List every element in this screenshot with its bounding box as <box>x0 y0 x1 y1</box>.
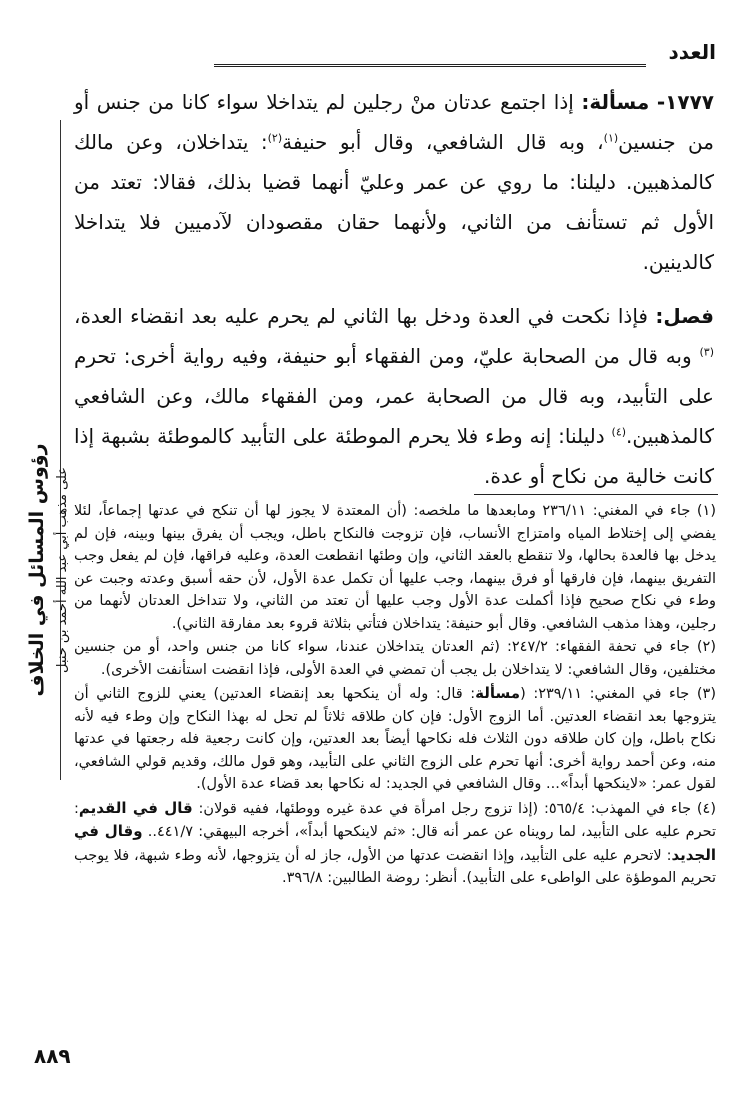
fasl-paragraph <box>74 296 714 496</box>
page-number: ٨٨٩ <box>34 1044 71 1068</box>
fasl-label: فصل: <box>655 304 714 328</box>
masala-label: مسألة: <box>581 90 650 114</box>
footnotes <box>74 500 716 891</box>
footnote-number: (٢) <box>696 639 716 655</box>
masala-number: ١٧٧٧- <box>656 90 714 114</box>
book-spine-title <box>22 390 82 750</box>
masala-text-2: ، وبه قال الشافعي، وقال أبو حنيفة <box>282 130 604 154</box>
footnote-label: مسألة <box>475 684 521 702</box>
footnote-text: جاء في تحفة الفقهاء: ٢٤٧/٢: (ثم العدتان يتداخلان عندنا، سواء كانا من جنس واحد، أو من جنسين مختلفين، وقال الشافعي: لا يتداخلان بل يجب أن تمضي في العدة الأولى، فإذا انقضت استأنفت الأخرى). <box>74 639 716 678</box>
fasl-text-2: وبه قال من الصحابة عليّ، ومن الفقهاء أبو حنيفة، وفيه رواية أخرى: تحرم على التأبيد، وبه قال من الصحابة عمر، ومن الفقهاء مالك، وعن الشافعي كالمذهبين. <box>74 344 714 448</box>
footnote-label-old: قال في القديم <box>78 798 193 817</box>
footnote-text-mid: : تحرم عليه على التأبيد، لما رويناه عن عمر أنه قال: «ثم لاينكحها أبداً»، أخرجه البيهقي: ٤٤١/٧.. <box>74 800 717 840</box>
footnote-2 <box>74 636 716 681</box>
footnote-label-new: وقال في الجديد <box>74 822 716 864</box>
footnote-text-after: : لاتحرم عليه على التأبيد، وإذا انقضت عدتها من الأول، جاز له أن يتزوجها، لأنه وطء شبهة، فلا يوجب تحريم الموطؤة على الواطىء على التأبيد). أنظر: روضة الطالبين: ٣٩٦/٨. <box>74 847 716 886</box>
footnote-separator <box>474 494 718 495</box>
footnote-1 <box>74 500 716 635</box>
chapter-title: العدد <box>668 40 716 64</box>
footnote-ref-3[interactable]: (٣) <box>699 345 714 359</box>
footnote-number: (٤) <box>696 800 716 817</box>
footnote-text-before: جاء في المهذب: ٥٦٥/٤: (إذا تزوج رجل امرأة في عدة غيره ووطئها، ففيه قولان: <box>192 800 692 817</box>
fasl-text-3: دليلنا: إنه وطء فلا يحرم الموطئة على التأبيد كالموطئة بشبهة إذا كانت خالية من نكاح أو عدة. <box>74 424 714 488</box>
masala-text-1: إذا اجتمع عدتان منْ رجلين لم يتداخلا سواء كانا من جنس أو من جنسين <box>74 90 714 154</box>
main-text <box>74 82 714 496</box>
header-rule <box>214 64 646 67</box>
footnote-3 <box>74 682 716 796</box>
footnote-number: (٣) <box>696 686 717 702</box>
footnote-text: : قال: وله أن ينكحها بعد إنقضاء العدتين) يعني للزوج الثاني أن يتزوجها بعد انقضاء العدتين. أما الزوج الأول: فإن كان طلاقه ثلاثاً لم تحل له بهذا النكاح وإن وطء فيه لأنه نكاح باطل، وإن كان طلاقه دون الثلاث فله نكاحها أيضاً بعد العدتين، وإن كانت رجعية فله رجعتها في عدتها منه، وعن أحمد رواية أخرى: أنها تحرم على الزوج الثاني على التأبيد، وهو قول مالك، وقديم قولي الشافعي، لقول عمر: «لاينكحها أبداً»... وقال الشافعي في الجديد: له نكاحها بعد قضاء عدة الأول). <box>74 686 716 792</box>
footnote-text-before: جاء في المغني: ٢٣٩/١١: ( <box>520 686 690 702</box>
fasl-text-1: فإذا نكحت في العدة ودخل بها الثاني لم يحرم عليه بعد انقضاء العدة، <box>74 304 656 328</box>
footnote-number: (١) <box>696 503 716 519</box>
footnote-ref-1[interactable]: (١) <box>603 131 619 145</box>
book-subtitle: على مذهب أبي عبد الله أحمد بن حنبل <box>55 467 70 673</box>
footnote-ref-2[interactable]: (٢) <box>267 131 283 145</box>
footnote-text: جاء في المغني: ٢٣٦/١١ ومابعدها ما ملخصه: (أن المعتدة لا يجوز لها أن تنكح في عدتها إجماعاً، لئلا يفضي إلى إختلاط المياه وامتزاج الأنساب، فإن تزوجت فالنكاح باطل، ويجب أن يفرق بينها وبينه، فإن لم يدخل بها فالعدة بحالها، ولا تنقطع بالعقد الثاني، وإن وطئها انقطعت العدة، وعليه فراقها، فإن لم يفعل وجب التفريق بينهما، فإن فارقها أو فرق بينهما، وجب عليها أن تكمل عدة الأول، لأن حقه أسبق وعدته وجبت عن وطء في نكاح صحيح فإذا أكملت عدة الأول وجب عليها أن تعتد من الثاني، ولا تتداخل العدتان لأنهما من رجلين، وهذا مذهب الشافعي. وقال أبو حنيفة: يتداخلان فتأتي بثلاثة قروء بعد مفارقة الثاني). <box>74 503 716 632</box>
masala-text-3: : يتداخلان، وعن مالك كالمذهبين. دليلنا: ما روي عن عمر وعليّ أنهما قضيا بذلك، فقالا: تعتد من الأول ثم تستأنف من الثاني، ولأنهما حقان مقصودان لآدميين فلا يتداخلا كالدينين. <box>74 130 714 274</box>
masala-paragraph <box>74 82 714 282</box>
book-title: رؤوس المسائل في الخلاف <box>26 443 48 697</box>
footnote-4 <box>74 797 716 890</box>
running-head <box>120 40 716 70</box>
footnote-ref-4[interactable]: (٤) <box>611 425 627 439</box>
